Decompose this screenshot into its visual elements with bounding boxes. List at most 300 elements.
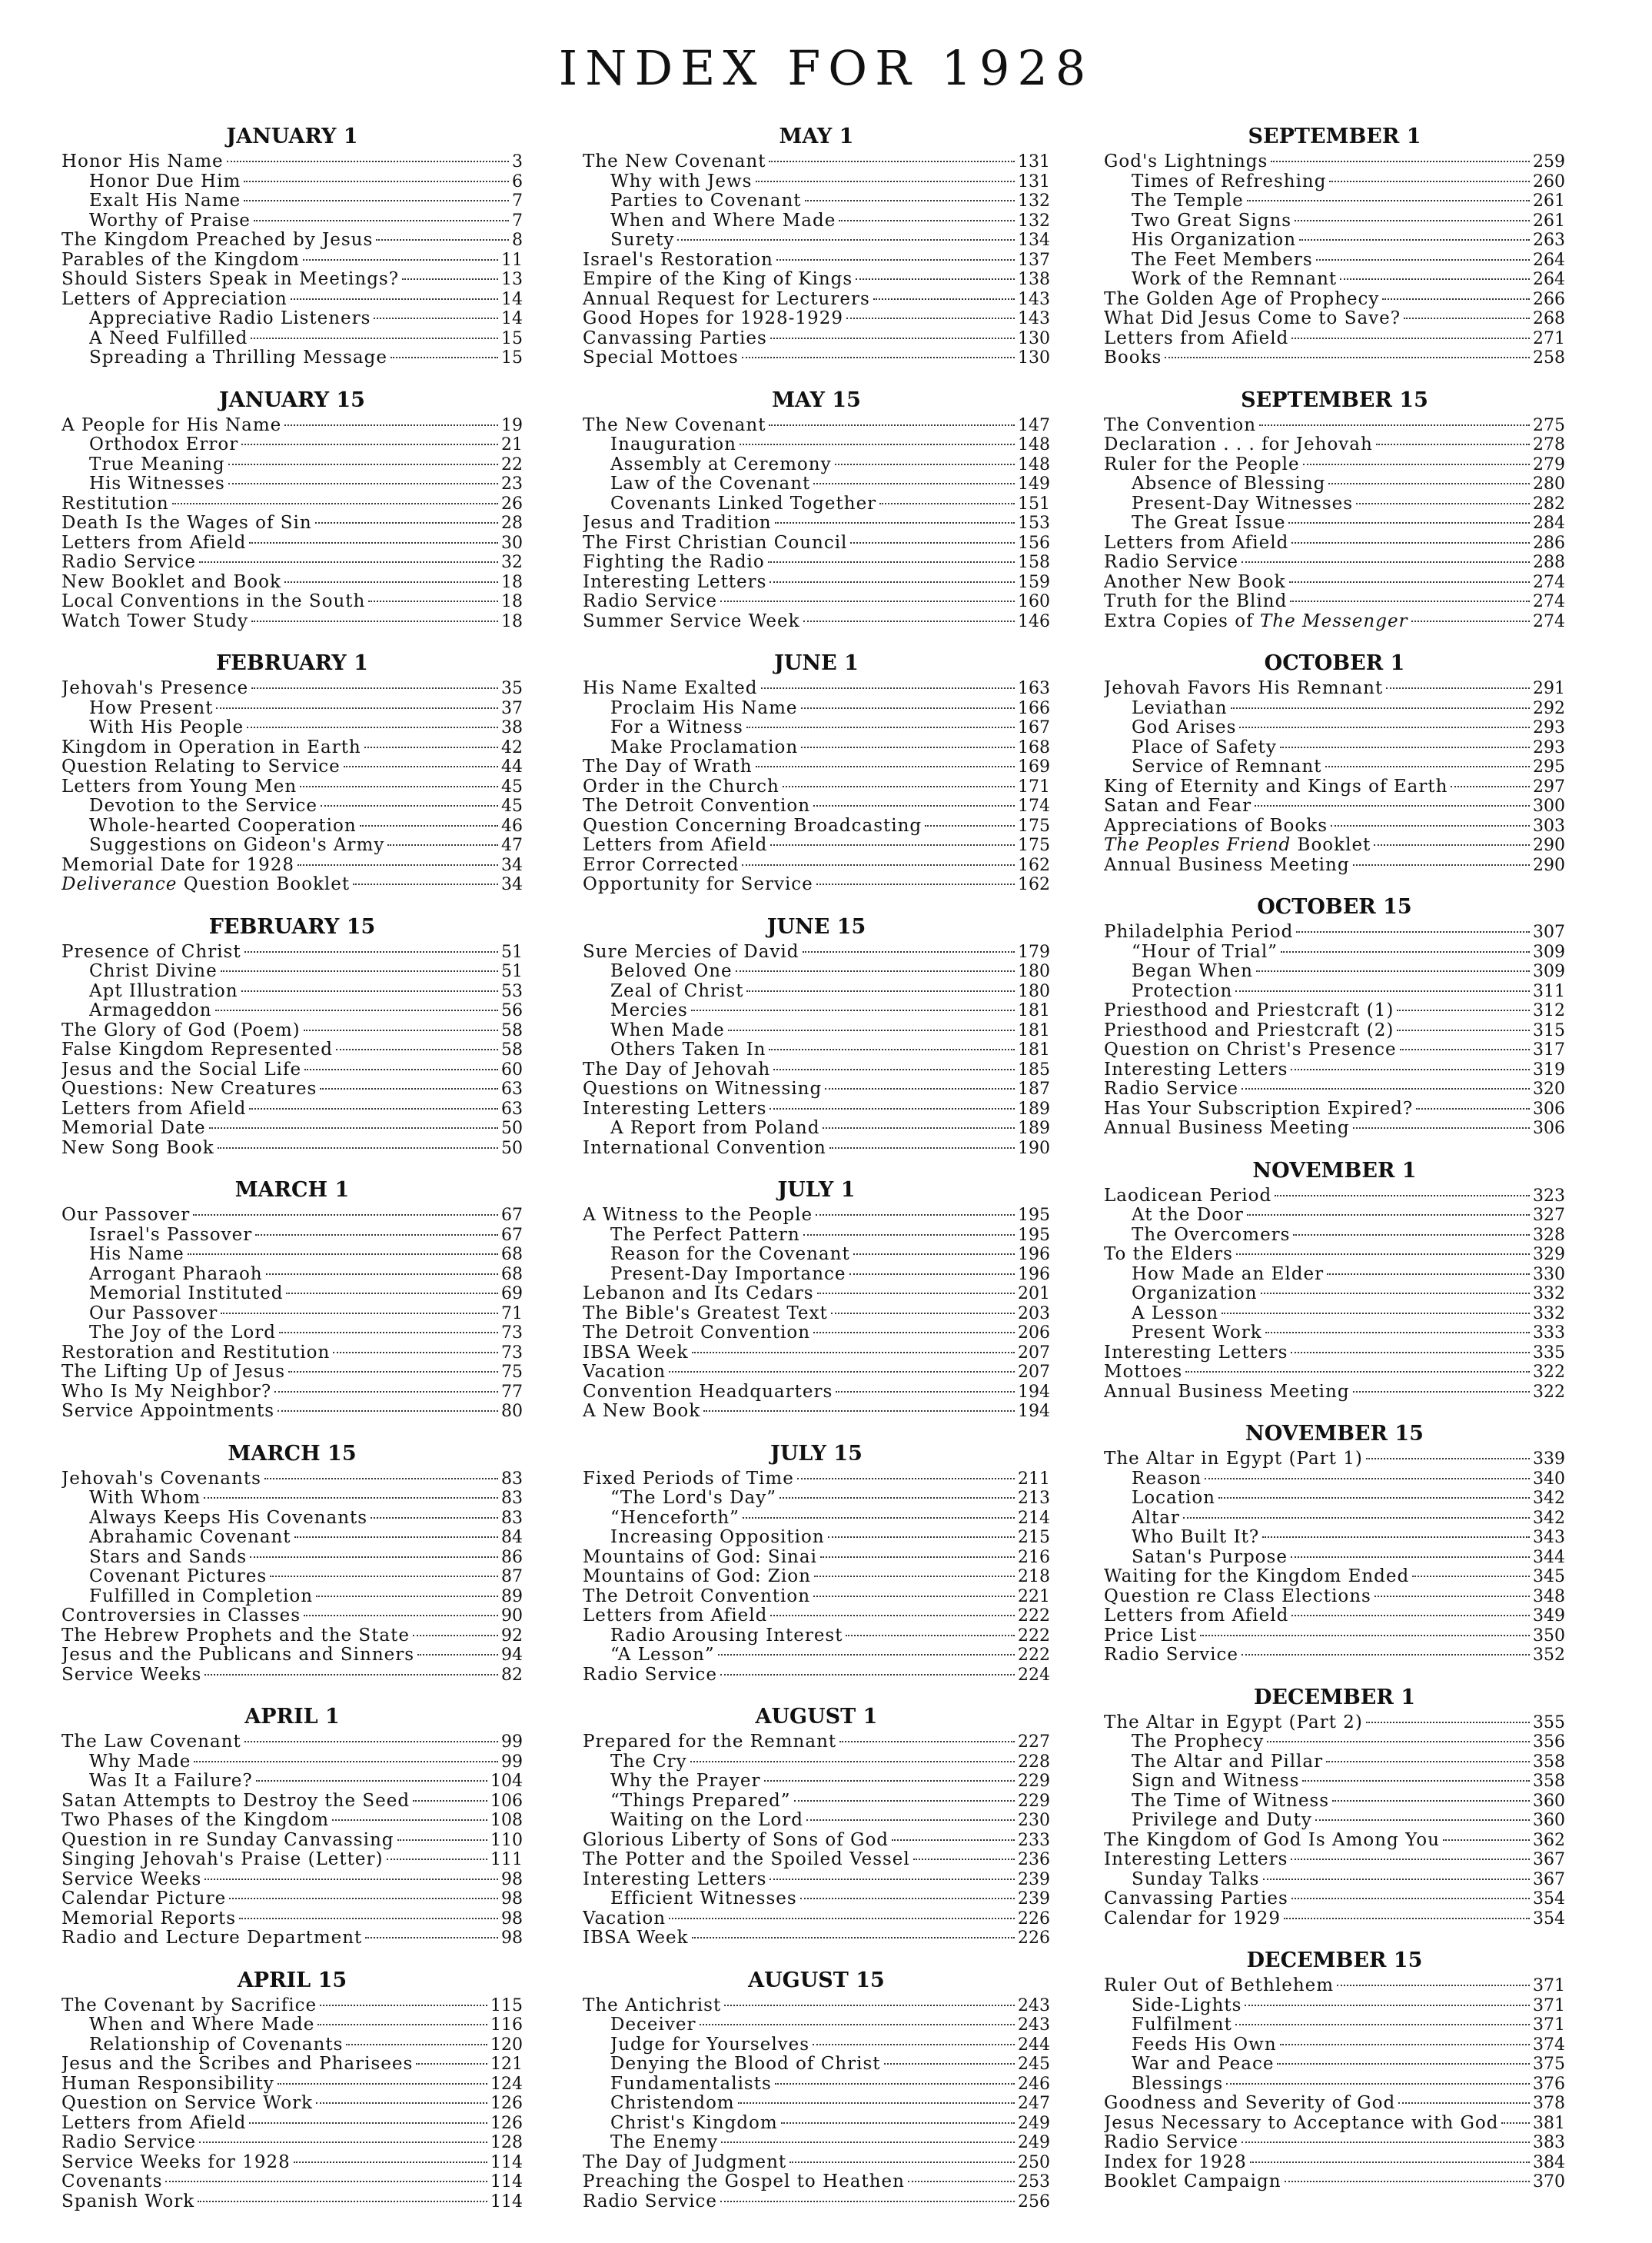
- page-number: 261: [1533, 211, 1565, 231]
- dot-leader: [255, 1234, 498, 1236]
- entry-title: [89, 1001, 212, 1021]
- entry-title-text: The Convention: [1104, 415, 1257, 435]
- dot-leader: [1386, 687, 1530, 689]
- entry-title-text: Judge for Yourselves: [610, 2035, 810, 2055]
- index-entry: [583, 573, 1050, 593]
- page-number: 261: [1533, 191, 1565, 211]
- entry-title-text: Interesting Letters: [1104, 1850, 1288, 1869]
- dot-leader: [256, 1780, 487, 1782]
- entry-title: [1132, 1996, 1241, 2016]
- page-number: 132: [1018, 211, 1050, 231]
- entry-title-text: Radio Arousing Interest: [610, 1626, 843, 1646]
- index-entry: [1104, 1889, 1565, 1909]
- entry-title: [583, 943, 799, 963]
- dot-leader: [333, 1352, 498, 1353]
- page-number: 247: [1018, 2094, 1050, 2113]
- dot-leader: [239, 1918, 498, 1919]
- index-subentry: [583, 718, 1050, 738]
- page-number: 320: [1533, 1080, 1565, 1099]
- dot-leader: [332, 1819, 487, 1821]
- index-entry: [61, 270, 523, 290]
- dot-leader: [1356, 503, 1530, 504]
- issue-heading: AUGUST 1: [755, 1705, 878, 1729]
- dot-leader: [360, 825, 498, 827]
- entry-title-text: Times of Refreshing: [1132, 171, 1327, 191]
- dot-leader: [417, 1654, 498, 1656]
- entry-title: [1132, 514, 1285, 534]
- dot-leader: [317, 2024, 487, 2025]
- entry-title: [89, 2035, 343, 2055]
- dot-leader: [803, 951, 1015, 953]
- entry-title: [1104, 329, 1288, 349]
- entry-title-text: Fixed Periods of Time: [583, 1469, 794, 1489]
- index-entry: [583, 1469, 1050, 1489]
- page-number: 222: [1018, 1646, 1050, 1665]
- entry-title: [61, 679, 248, 699]
- entry-title-text: Interesting Letters: [583, 1099, 767, 1119]
- entry-title: [583, 1469, 794, 1489]
- issue-heading: NOVEMBER 1: [1252, 1158, 1417, 1183]
- entry-title-text: Question Relating to Service: [61, 757, 341, 777]
- index-entry: [1104, 1626, 1565, 1646]
- page-number: 290: [1533, 855, 1565, 875]
- entry-title: [89, 329, 248, 349]
- index-entry: [1104, 1001, 1565, 1021]
- entry-title-text: Radio Service: [1104, 1646, 1238, 1665]
- entry-title: [89, 1489, 201, 1509]
- index-entry: [583, 757, 1050, 777]
- dot-leader: [1501, 2122, 1530, 2124]
- entry-title-text: For a Witness: [610, 718, 743, 737]
- dot-leader: [1316, 259, 1530, 261]
- issue-heading: NOVEMBER 15: [1245, 1422, 1424, 1446]
- entry-title: [583, 1548, 817, 1568]
- page-number: 374: [1533, 2035, 1565, 2055]
- entry-title-text: Memorial Date for 1928: [61, 855, 295, 875]
- index-entry: [1104, 856, 1565, 876]
- entry-title: [1104, 2133, 1238, 2153]
- index-entry: [1104, 1646, 1565, 1666]
- entry-title-text: Fighting the Radio: [583, 553, 765, 572]
- entry-title-text: Who Built It?: [1132, 1528, 1260, 1547]
- index-entry: [1104, 309, 1565, 329]
- index-entry: [61, 2192, 523, 2212]
- entry-title-text: Lebanon and Its Cedars: [583, 1284, 814, 1303]
- index-entry: [1104, 679, 1565, 699]
- index-subentry: [583, 1489, 1050, 1509]
- page-number: 268: [1533, 309, 1565, 328]
- entry-title: [610, 699, 798, 719]
- entry-title-text: Honor His Name: [61, 152, 224, 171]
- dot-leader: [690, 1761, 1015, 1762]
- page-number: 290: [1533, 836, 1565, 855]
- entry-title-text-cont: Booklet: [1291, 836, 1371, 855]
- index-subentry: [61, 1567, 523, 1587]
- entry-title: [1104, 1080, 1238, 1100]
- page-number: 51: [501, 962, 523, 981]
- entry-title: [61, 2172, 162, 2192]
- index-entry: [1104, 1080, 1565, 1100]
- index-entry: [61, 1040, 523, 1060]
- entry-title-text: Service of Remnant: [1132, 757, 1322, 777]
- entry-title: [89, 797, 317, 817]
- dot-leader: [776, 259, 1015, 261]
- index-subentry: [583, 1040, 1050, 1060]
- index-entry: [61, 1060, 523, 1080]
- page-number: 249: [1018, 2113, 1050, 2133]
- index-entry: [1104, 1119, 1565, 1139]
- page-number: 126: [490, 2113, 523, 2133]
- entry-title: [61, 494, 169, 514]
- page-number: 256: [1018, 2191, 1050, 2211]
- index-subentry: [583, 982, 1050, 1002]
- entry-title-text: The Overcomers: [1132, 1225, 1291, 1245]
- entry-title: [89, 962, 218, 982]
- dot-leader: [316, 1596, 498, 1597]
- index-subentry: [1104, 1226, 1565, 1246]
- page-number: 306: [1533, 1099, 1565, 1119]
- entry-title-text: The Prophecy: [1132, 1732, 1265, 1752]
- entry-title-text: War and Peace: [1132, 2055, 1275, 2074]
- page-number: 282: [1533, 494, 1565, 514]
- dot-leader: [803, 1234, 1015, 1236]
- entry-title-text: Whole-hearted Cooperation: [89, 816, 357, 836]
- dot-leader: [251, 338, 498, 339]
- entry-title: [61, 1402, 274, 1422]
- entry-title: [610, 2075, 772, 2095]
- entry-title-text: Was It a Failure?: [89, 1772, 253, 1791]
- index-entry: [61, 1666, 523, 1686]
- index-subentry: [61, 797, 523, 817]
- entry-title-text: Canvassing Parties: [583, 328, 767, 348]
- dot-leader: [1416, 1108, 1530, 1110]
- index-subentry: [1104, 982, 1565, 1002]
- index-subentry: [61, 172, 523, 192]
- dot-leader: [199, 2141, 487, 2143]
- entry-title-text: Law of the Covenant: [610, 474, 811, 494]
- page-number: 319: [1533, 1060, 1565, 1080]
- page-number: 189: [1018, 1099, 1050, 1119]
- dot-leader: [692, 1352, 1015, 1353]
- entry-title-text: Booklet Campaign: [1104, 2172, 1281, 2191]
- entry-title-text: Canvassing Parties: [1104, 1889, 1288, 1909]
- index-subentry: [61, 1245, 523, 1265]
- dot-leader: [1353, 864, 1530, 866]
- index-entry: [583, 612, 1050, 632]
- entry-title: [61, 1811, 329, 1831]
- entry-title-text: Death Is the Wages of Sin: [61, 514, 312, 533]
- dot-leader: [371, 1517, 498, 1519]
- page-number: 18: [501, 592, 523, 611]
- index-subentry: [1104, 514, 1565, 534]
- dot-leader: [805, 200, 1015, 201]
- dot-leader: [376, 239, 509, 241]
- entry-title-text: The Glory of God (Poem): [61, 1020, 301, 1040]
- entry-title: [583, 2192, 717, 2212]
- entry-title-text: The Detroit Convention: [583, 1586, 811, 1606]
- entry-title: [1104, 797, 1251, 817]
- dot-leader: [249, 542, 498, 544]
- dot-leader: [1451, 786, 1530, 787]
- entry-title-text: The Great Issue: [1132, 514, 1286, 533]
- dot-leader: [254, 220, 509, 221]
- page-number: 126: [490, 2094, 523, 2113]
- dot-leader: [813, 2044, 1015, 2045]
- page-number: 50: [501, 1119, 523, 1138]
- page-number: 171: [1018, 777, 1050, 797]
- entry-title-text: False Kingdom Represented: [61, 1040, 334, 1060]
- index-entry: [61, 1021, 523, 1041]
- page-number: 77: [501, 1382, 523, 1402]
- issue-heading: FEBRUARY 1: [216, 651, 368, 675]
- entry-title-text: Philadelphia Period: [1104, 923, 1294, 942]
- index-subentry: [583, 474, 1050, 494]
- index-subentry: [583, 1509, 1050, 1529]
- entry-title: [583, 2172, 905, 2192]
- page-number: 266: [1533, 289, 1565, 309]
- page-number: 120: [490, 2035, 523, 2055]
- entry-title: [61, 152, 224, 172]
- entry-title-text: Preaching the Gospel to Heathen: [583, 2172, 905, 2191]
- dot-leader: [839, 1741, 1015, 1742]
- entry-title: [583, 1284, 814, 1304]
- entry-title: [89, 1548, 247, 1568]
- page-number: 201: [1018, 1284, 1050, 1303]
- entry-title-text: Letters of Appreciation: [61, 289, 288, 309]
- index-subentry: [61, 718, 523, 738]
- issue-section: [1104, 1157, 1565, 1403]
- entry-title: [583, 1206, 813, 1226]
- entry-title-text: Interesting Letters: [1104, 1060, 1288, 1080]
- index-subentry: [583, 2094, 1050, 2114]
- page-number: 110: [490, 1830, 523, 1850]
- entry-title-text: The Lifting Up of Jesus: [61, 1363, 286, 1382]
- entry-title-text: Ruler Out of Bethlehem: [1104, 1976, 1335, 1995]
- page-number: 69: [501, 1284, 523, 1303]
- index-subentry: [61, 474, 523, 494]
- entry-title-text: The Enemy: [610, 2133, 719, 2152]
- index-subentry: [61, 1323, 523, 1343]
- entry-title: [61, 592, 365, 612]
- entry-title-text-cont: Question Booklet: [177, 875, 351, 894]
- index-subentry: [61, 211, 523, 231]
- page-number: 239: [1018, 1889, 1050, 1909]
- page-number: 8: [512, 231, 523, 250]
- dot-leader: [1256, 970, 1530, 972]
- entry-title-text: Organization: [1132, 1284, 1258, 1303]
- entry-title-text: The Cry: [610, 1752, 687, 1772]
- entry-title-text: Jehovah's Covenants: [61, 1469, 261, 1489]
- entry-title-text: Others Taken In: [610, 1040, 766, 1060]
- index-subentry: [1104, 757, 1565, 777]
- index-subentry: [583, 1226, 1050, 1246]
- page-number: 86: [501, 1547, 523, 1567]
- dot-leader: [1295, 220, 1530, 221]
- entry-title: [89, 699, 213, 719]
- entry-title-text: The Kingdom of God Is Among You: [1104, 1830, 1440, 1850]
- entry-title: [89, 348, 387, 368]
- entry-title: [61, 2075, 274, 2095]
- index-entry: [1104, 573, 1565, 593]
- index-subentry: [583, 1021, 1050, 1041]
- index-subentry: [1104, 1206, 1565, 1226]
- entry-title-text: IBSA Week: [583, 1929, 689, 1948]
- index-entry: [1104, 2133, 1565, 2153]
- page-number: 73: [501, 1323, 523, 1343]
- entry-title: [610, 2114, 778, 2134]
- entry-title: [1104, 534, 1288, 554]
- page-number: 114: [490, 2172, 523, 2191]
- index-entry: [1104, 455, 1565, 475]
- page-number: 87: [501, 1567, 523, 1586]
- index-subentry: [61, 1548, 523, 1568]
- entry-title: [583, 1929, 689, 1948]
- entry-title: [1132, 172, 1326, 192]
- index-entry: [583, 1100, 1050, 1120]
- entry-title-text: Annual Request for Lecturers: [583, 289, 870, 309]
- index-entry: [1104, 817, 1565, 837]
- index-entry: [1104, 1343, 1565, 1363]
- index-subentry: [583, 494, 1050, 514]
- entry-title: [610, 2133, 718, 2153]
- index-entry: [583, 553, 1050, 573]
- dot-leader: [768, 561, 1015, 563]
- page-number: 342: [1533, 1508, 1565, 1528]
- dot-leader: [1241, 1088, 1530, 1090]
- page-number: 189: [1018, 1119, 1050, 1138]
- index-subentry: [61, 455, 523, 475]
- dot-leader: [1291, 1352, 1530, 1353]
- index-subentry: [61, 1772, 523, 1792]
- dot-leader: [1293, 1234, 1530, 1236]
- page-number: 68: [501, 1245, 523, 1264]
- index-subentry: [583, 1245, 1050, 1265]
- entry-title-text: Christendom: [610, 2094, 735, 2113]
- page-number: 149: [1018, 474, 1050, 494]
- index-entry: [61, 152, 523, 172]
- page-number: 179: [1018, 942, 1050, 962]
- dot-leader: [816, 884, 1015, 885]
- entry-title: [610, 1119, 819, 1139]
- entry-title: [1132, 2015, 1232, 2035]
- page-number: 333: [1533, 1323, 1565, 1343]
- dot-leader: [1302, 1780, 1530, 1782]
- page-number: 181: [1018, 1020, 1050, 1040]
- page-number: 23: [501, 474, 523, 494]
- index-entry: [583, 1606, 1050, 1626]
- index-entry: [61, 2172, 523, 2192]
- page-number: 383: [1533, 2133, 1565, 2152]
- entry-title: [610, 1646, 715, 1666]
- dot-leader: [1291, 1898, 1530, 1899]
- dot-leader: [316, 2102, 487, 2104]
- entry-title-text: Vacation: [583, 1363, 666, 1382]
- dot-leader: [1247, 200, 1530, 201]
- entry-title: [1132, 1226, 1290, 1246]
- entry-title-text: Vacation: [583, 1909, 666, 1929]
- index-entry: [583, 1060, 1050, 1080]
- entry-title-text: Abrahamic Covenant: [89, 1528, 291, 1547]
- page-number: 339: [1533, 1449, 1565, 1469]
- entry-title: [1132, 231, 1296, 251]
- index-entry: [61, 875, 523, 895]
- index-subentry: [61, 1752, 523, 1772]
- dot-leader: [839, 220, 1015, 221]
- index-subentry: [1104, 231, 1565, 251]
- entry-title: [610, 1811, 803, 1831]
- page-number: 195: [1018, 1206, 1050, 1225]
- index-subentry: [1104, 1489, 1565, 1509]
- page-number: 236: [1018, 1850, 1050, 1869]
- entry-title-text: New Song Book: [61, 1138, 214, 1158]
- dot-leader: [769, 161, 1015, 162]
- entry-title: [610, 1889, 797, 1909]
- entry-title: [61, 1021, 301, 1041]
- index-entry: [583, 1870, 1050, 1890]
- entry-title: [583, 875, 813, 895]
- dot-leader: [228, 464, 498, 465]
- entry-title: [583, 777, 779, 797]
- page-number: 98: [501, 1869, 523, 1889]
- entry-title: [61, 1929, 362, 1948]
- page-number: 7: [512, 211, 523, 231]
- page-number: 349: [1533, 1606, 1565, 1626]
- dot-leader: [209, 1127, 498, 1129]
- dot-leader: [720, 601, 1015, 602]
- dot-leader: [720, 2201, 1015, 2202]
- dot-leader: [677, 239, 1015, 241]
- entry-title-text: A Lesson: [1132, 1303, 1219, 1323]
- index-entry: [61, 1343, 523, 1363]
- index-entry: [583, 1363, 1050, 1383]
- dot-leader: [1226, 2083, 1530, 2085]
- entry-title-text: When and Where Made: [89, 2015, 315, 2035]
- entry-title-text: Question in re Sunday Canvassing: [61, 1830, 394, 1850]
- entry-title-text: Exalt His Name: [89, 191, 241, 211]
- index-entry: [583, 1206, 1050, 1226]
- entry-title-text: “Henceforth”: [610, 1508, 740, 1528]
- dot-leader: [823, 1127, 1015, 1129]
- entry-title: [89, 1587, 313, 1607]
- entry-title: [89, 1304, 218, 1324]
- entry-title-text: What Did Jesus Come to Save?: [1104, 309, 1401, 328]
- index-subentry: [583, 172, 1050, 192]
- index-subentry: [583, 962, 1050, 982]
- entry-title-text: Appreciations of Books: [1104, 816, 1328, 836]
- page-number: 284: [1533, 514, 1565, 533]
- page-number: 371: [1533, 1995, 1565, 2015]
- dot-leader: [278, 1410, 498, 1412]
- index-subentry: [583, 1646, 1050, 1666]
- index-entry: [61, 1646, 523, 1666]
- entry-title-text: Ruler for the People: [1104, 454, 1300, 474]
- page-number: 42: [501, 737, 523, 757]
- issue-heading: DECEMBER 1: [1254, 1685, 1415, 1709]
- dot-leader: [820, 1556, 1015, 1558]
- page-number: 243: [1018, 1995, 1050, 2015]
- issue-heading: JUNE 15: [766, 914, 866, 939]
- entry-title-text: Fulfilment: [1132, 2015, 1232, 2035]
- entry-title-text: A People for His Name: [61, 415, 282, 435]
- entry-title-text: Privilege and Duty: [1132, 1811, 1312, 1830]
- page-number: 274: [1533, 572, 1565, 592]
- dot-leader: [779, 1497, 1015, 1499]
- entry-title: [1104, 1646, 1238, 1666]
- page-number: 3: [512, 152, 523, 171]
- entry-title-text: Annual Business Meeting: [1104, 1382, 1350, 1402]
- page-number: 215: [1018, 1528, 1050, 1547]
- page-number: 124: [490, 2074, 523, 2094]
